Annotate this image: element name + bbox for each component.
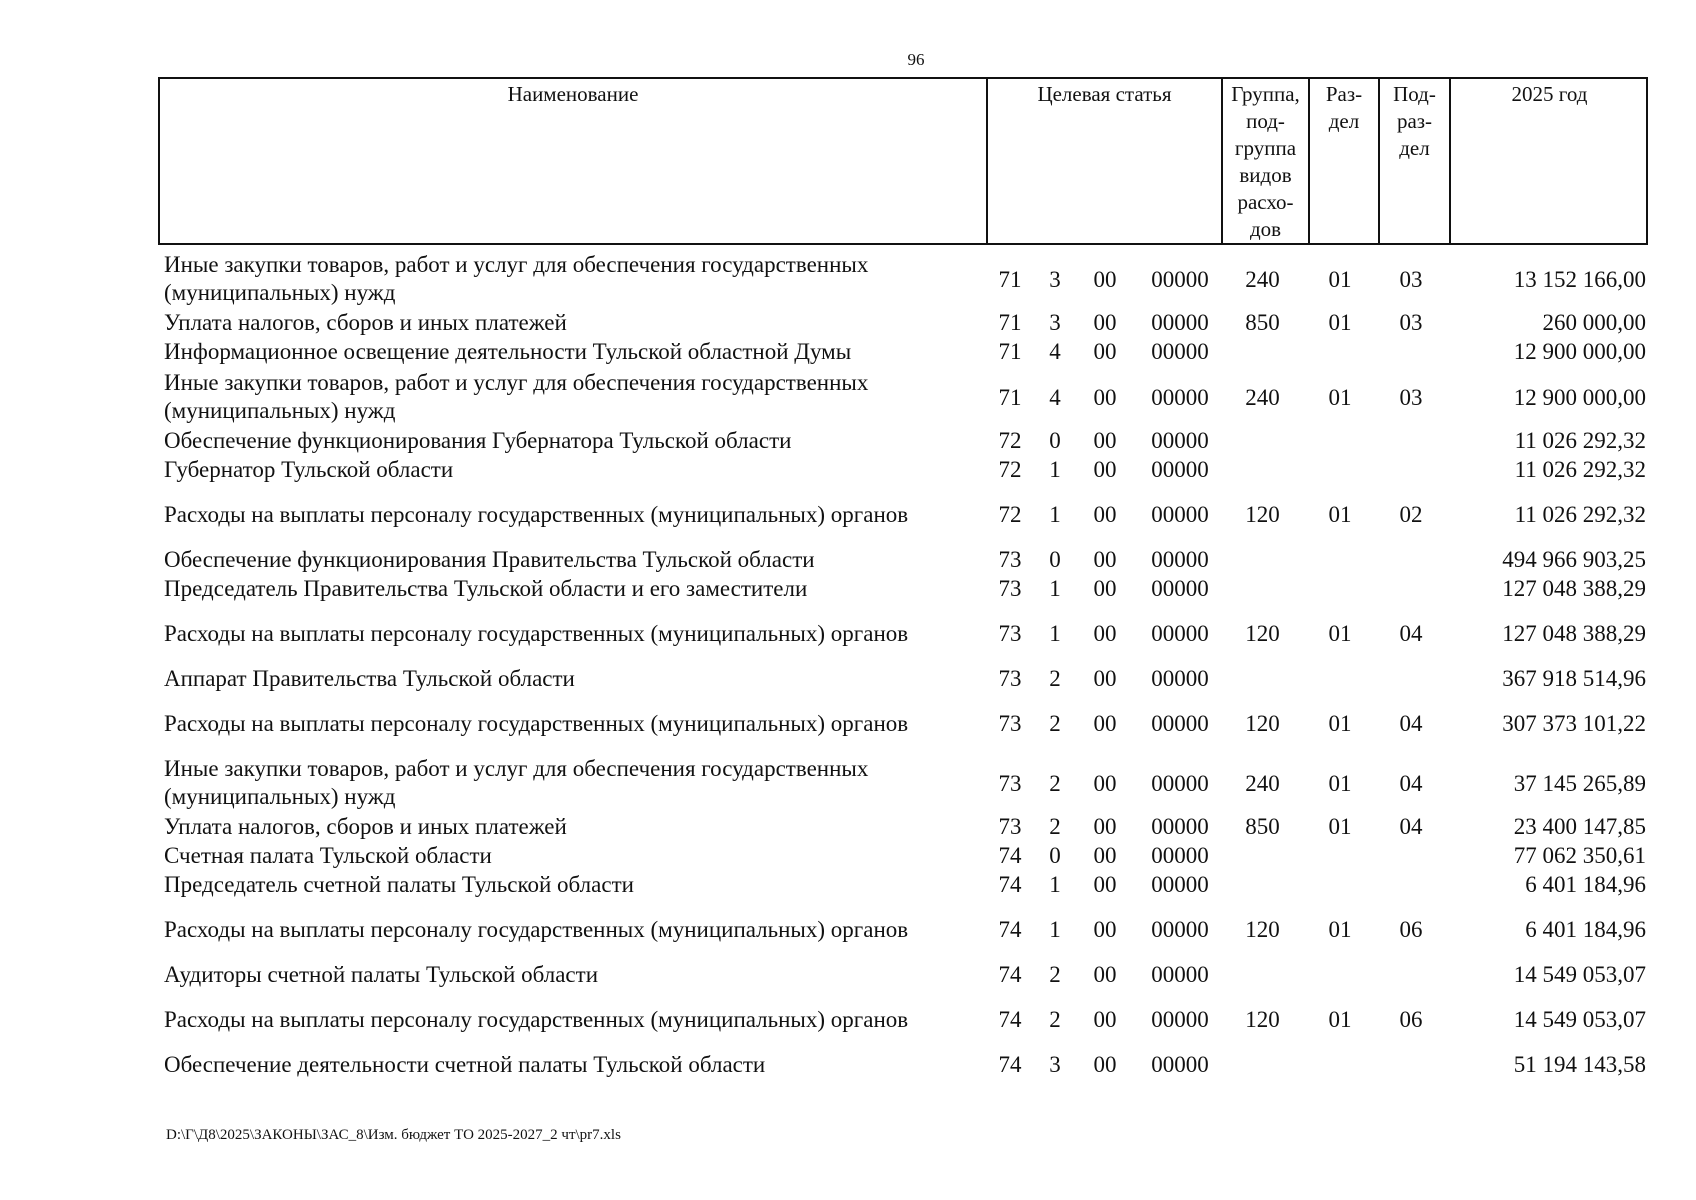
row-amount: 6 401 184,96 [1525,917,1646,942]
row-subsection [1376,841,1446,870]
row-amount: 13 152 166,00 [1513,266,1646,292]
row-subsection [1376,870,1446,899]
row-ts1: 73 [998,621,1022,646]
row-name: Аудиторы счетной палаты Тульской области [164,961,599,987]
row-amount: 494 966 903,25 [1502,547,1646,572]
row-amount: 23 400 147,85 [1513,814,1646,839]
table-row [0,664,1696,693]
row-ts4: 00000 [1151,310,1209,335]
row-ts3: 00 [1093,666,1117,691]
row-ts3: 00 [1093,770,1117,796]
row-section [1306,960,1374,989]
row-ts1: 72 [998,502,1022,527]
row-ts3: 00 [1093,428,1117,453]
row-subsection [1376,426,1446,455]
row-group [1220,574,1305,603]
row-group [1220,426,1305,455]
table-row [0,455,1696,484]
row-subsection [1376,545,1446,574]
row-ts4: 00000 [1151,770,1209,796]
row-name: Расходы на выплаты персоналу государственных (муниципальных) органов [164,1006,909,1032]
row-group [1220,1050,1305,1079]
row-ts1: 73 [998,814,1022,839]
row-ts4: 00000 [1151,547,1209,572]
row-amount: 307 373 101,22 [1502,711,1646,736]
row-ts3: 00 [1093,502,1117,527]
row-name: Иные закупки товаров, работ и услуг для обеспечения государственных (муниципальных) нужд [164,370,869,423]
row-subsection: 03 [1399,266,1423,292]
row-amount: 51 194 143,58 [1513,1052,1646,1077]
table-row [0,812,1696,841]
row-subsection: 04 [1399,814,1423,839]
row-amount: 12 900 000,00 [1513,384,1646,410]
row-subsection [1376,1050,1446,1079]
row-amount: 6 401 184,96 [1525,872,1646,897]
row-section [1306,574,1374,603]
row-ts1: 73 [998,547,1022,572]
row-group: 120 [1245,621,1280,646]
row-ts3: 00 [1093,339,1117,364]
header-year: 2025 год [1449,79,1648,243]
row-section: 01 [1328,814,1352,839]
row-ts4: 00000 [1151,711,1209,736]
table-row [0,368,1696,426]
row-ts4: 00000 [1151,502,1209,527]
row-ts3: 00 [1093,547,1117,572]
header-name: Наименование [507,82,639,106]
row-ts2: 1 [1049,621,1061,646]
row-amount: 37 145 265,89 [1513,770,1646,796]
row-subsection: 04 [1399,711,1423,736]
table-row [0,308,1696,337]
row-amount: 260 000,00 [1542,310,1646,335]
row-subsection [1376,574,1446,603]
row-name: Председатель Правительства Тульской области и его заместители [164,575,808,601]
file-path-footer: D:\Г\Д8\2025\ЗАКОНЫ\ЗАС_8\Изм. бюджет ТО 2025-2027_2 чт\pr7.xls [166,1127,621,1143]
row-name: Председатель счетной палаты Тульской области [164,871,634,897]
row-section: 01 [1328,711,1352,736]
row-name: Губернатор Тульской области [164,456,454,482]
row-ts4: 00000 [1151,339,1209,364]
row-subsection: 03 [1399,310,1423,335]
row-group [1220,960,1305,989]
row-subsection [1376,337,1446,366]
row-subsection [1376,664,1446,693]
row-name: Расходы на выплаты персоналу государственных (муниципальных) органов [164,916,909,942]
row-ts2: 2 [1049,711,1061,736]
row-group: 240 [1245,266,1280,292]
table-row [0,709,1696,738]
row-amount: 11 026 292,32 [1514,457,1646,482]
row-ts1: 74 [998,1052,1022,1077]
row-ts4: 00000 [1151,457,1209,482]
row-amount: 11 026 292,32 [1514,502,1646,527]
row-ts2: 2 [1049,814,1061,839]
row-amount: 11 026 292,32 [1514,428,1646,453]
row-ts4: 00000 [1151,266,1209,292]
row-ts2: 2 [1049,1007,1061,1032]
row-group: 850 [1245,814,1280,839]
row-ts2: 0 [1049,547,1061,572]
row-ts3: 00 [1093,266,1117,292]
row-ts1: 73 [998,576,1022,601]
row-group [1220,870,1305,899]
table-row [0,619,1696,648]
row-group [1220,455,1305,484]
row-ts3: 00 [1093,384,1117,410]
row-ts4: 00000 [1151,576,1209,601]
row-group [1220,841,1305,870]
row-amount: 77 062 350,61 [1513,843,1646,868]
table-row [0,250,1696,308]
row-ts4: 00000 [1151,384,1209,410]
row-ts1: 73 [998,770,1022,796]
row-name: Уплата налогов, сборов и иных платежей [164,309,567,335]
row-amount: 14 549 053,07 [1513,962,1646,987]
row-amount: 367 918 514,96 [1502,666,1646,691]
table-row [0,960,1696,989]
row-ts3: 00 [1093,576,1117,601]
row-ts2: 4 [1049,384,1061,410]
row-name: Расходы на выплаты персоналу государственных (муниципальных) органов [164,710,909,736]
row-group: 120 [1245,917,1280,942]
row-ts2: 2 [1049,666,1061,691]
table-row [0,426,1696,455]
row-section: 01 [1328,1007,1352,1032]
row-section: 01 [1328,384,1352,410]
table-row [0,915,1696,944]
row-ts3: 00 [1093,962,1117,987]
row-group [1220,545,1305,574]
row-amount: 127 048 388,29 [1502,621,1646,646]
row-ts1: 74 [998,843,1022,868]
row-ts2: 0 [1049,843,1061,868]
row-ts3: 00 [1093,621,1117,646]
row-group: 120 [1245,711,1280,736]
row-section [1306,1050,1374,1079]
row-ts4: 00000 [1151,872,1209,897]
row-ts1: 72 [998,428,1022,453]
row-ts2: 1 [1049,872,1061,897]
row-section: 01 [1328,266,1352,292]
table-row [0,841,1696,870]
row-subsection: 02 [1399,502,1423,527]
table-row [0,500,1696,529]
row-section [1306,545,1374,574]
row-section: 01 [1328,770,1352,796]
table-row [0,1005,1696,1034]
row-amount: 127 048 388,29 [1502,576,1646,601]
table-row [0,545,1696,574]
row-ts3: 00 [1093,814,1117,839]
row-ts2: 2 [1049,962,1061,987]
row-ts4: 00000 [1151,428,1209,453]
row-ts2: 2 [1049,770,1061,796]
row-ts1: 71 [998,339,1022,364]
row-subsection: 04 [1399,621,1423,646]
row-subsection: 04 [1399,770,1423,796]
row-name: Обеспечение функционирования Губернатора Тульской области [164,427,792,453]
row-ts3: 00 [1093,1007,1117,1032]
row-ts2: 1 [1049,457,1061,482]
row-section [1306,664,1374,693]
row-amount: 12 900 000,00 [1513,339,1646,364]
row-section [1306,841,1374,870]
row-ts2: 3 [1049,310,1061,335]
row-name: Аппарат Правительства Тульской области [164,665,575,691]
row-subsection [1376,960,1446,989]
row-ts1: 74 [998,872,1022,897]
row-subsection: 06 [1399,917,1423,942]
row-section: 01 [1328,917,1352,942]
header-section: Раз- дел [1308,79,1378,243]
header-subsection: Под- раз- дел [1378,79,1449,243]
row-group [1220,337,1305,366]
row-ts2: 0 [1049,428,1061,453]
row-ts1: 73 [998,711,1022,736]
row-ts1: 74 [998,917,1022,942]
row-ts1: 71 [998,266,1022,292]
row-subsection [1376,455,1446,484]
table-row [0,870,1696,899]
row-name: Обеспечение деятельности счетной палаты Тульской области [164,1051,766,1077]
row-ts2: 3 [1049,1052,1061,1077]
row-ts2: 1 [1049,917,1061,942]
row-ts4: 00000 [1151,666,1209,691]
row-ts1: 74 [998,962,1022,987]
row-amount: 14 549 053,07 [1513,1007,1646,1032]
row-ts4: 00000 [1151,814,1209,839]
table-row [0,754,1696,812]
row-ts3: 00 [1093,711,1117,736]
row-section [1306,426,1374,455]
row-ts2: 4 [1049,339,1061,364]
row-subsection: 03 [1399,384,1423,410]
row-ts1: 73 [998,666,1022,691]
row-ts4: 00000 [1151,843,1209,868]
row-section [1306,337,1374,366]
row-name: Расходы на выплаты персоналу государственных (муниципальных) органов [164,620,909,646]
row-ts2: 1 [1049,502,1061,527]
table-row [0,574,1696,603]
row-ts1: 72 [998,457,1022,482]
row-ts3: 00 [1093,310,1117,335]
row-name: Обеспечение функционирования Правительства Тульской области [164,546,815,572]
row-group: 850 [1245,310,1280,335]
row-name: Информационное освещение деятельности Тульской областной Думы [164,338,852,364]
row-group [1220,664,1305,693]
row-ts1: 71 [998,310,1022,335]
row-section: 01 [1328,310,1352,335]
table-row [0,1050,1696,1079]
row-subsection: 06 [1399,1007,1423,1032]
table-row [0,337,1696,366]
header-group: Группа, под- группа видов расхо- дов [1221,79,1308,243]
row-group: 120 [1245,1007,1280,1032]
page-number: 96 [907,50,925,69]
row-ts2: 1 [1049,576,1061,601]
row-section: 01 [1328,621,1352,646]
row-name: Расходы на выплаты персоналу государственных (муниципальных) органов [164,501,909,527]
row-name: Счетная палата Тульской области [164,842,492,868]
row-ts3: 00 [1093,917,1117,942]
row-ts4: 00000 [1151,1007,1209,1032]
row-ts3: 00 [1093,1052,1117,1077]
row-ts3: 00 [1093,872,1117,897]
row-group: 120 [1245,502,1280,527]
row-group: 240 [1245,770,1280,796]
row-ts3: 00 [1093,457,1117,482]
row-section [1306,870,1374,899]
row-name: Иные закупки товаров, работ и услуг для обеспечения государственных (муниципальных) нужд [164,252,869,305]
row-name: Иные закупки товаров, работ и услуг для обеспечения государственных (муниципальных) нужд [164,756,869,809]
row-ts4: 00000 [1151,917,1209,942]
row-section [1306,455,1374,484]
row-ts4: 00000 [1151,962,1209,987]
row-ts4: 00000 [1151,621,1209,646]
row-section: 01 [1328,502,1352,527]
row-name: Уплата налогов, сборов и иных платежей [164,813,567,839]
row-ts1: 71 [998,384,1022,410]
row-ts2: 3 [1049,266,1061,292]
row-ts1: 74 [998,1007,1022,1032]
row-ts4: 00000 [1151,1052,1209,1077]
row-ts3: 00 [1093,843,1117,868]
row-group: 240 [1245,384,1280,410]
header-target-article: Целевая статья [986,79,1221,243]
